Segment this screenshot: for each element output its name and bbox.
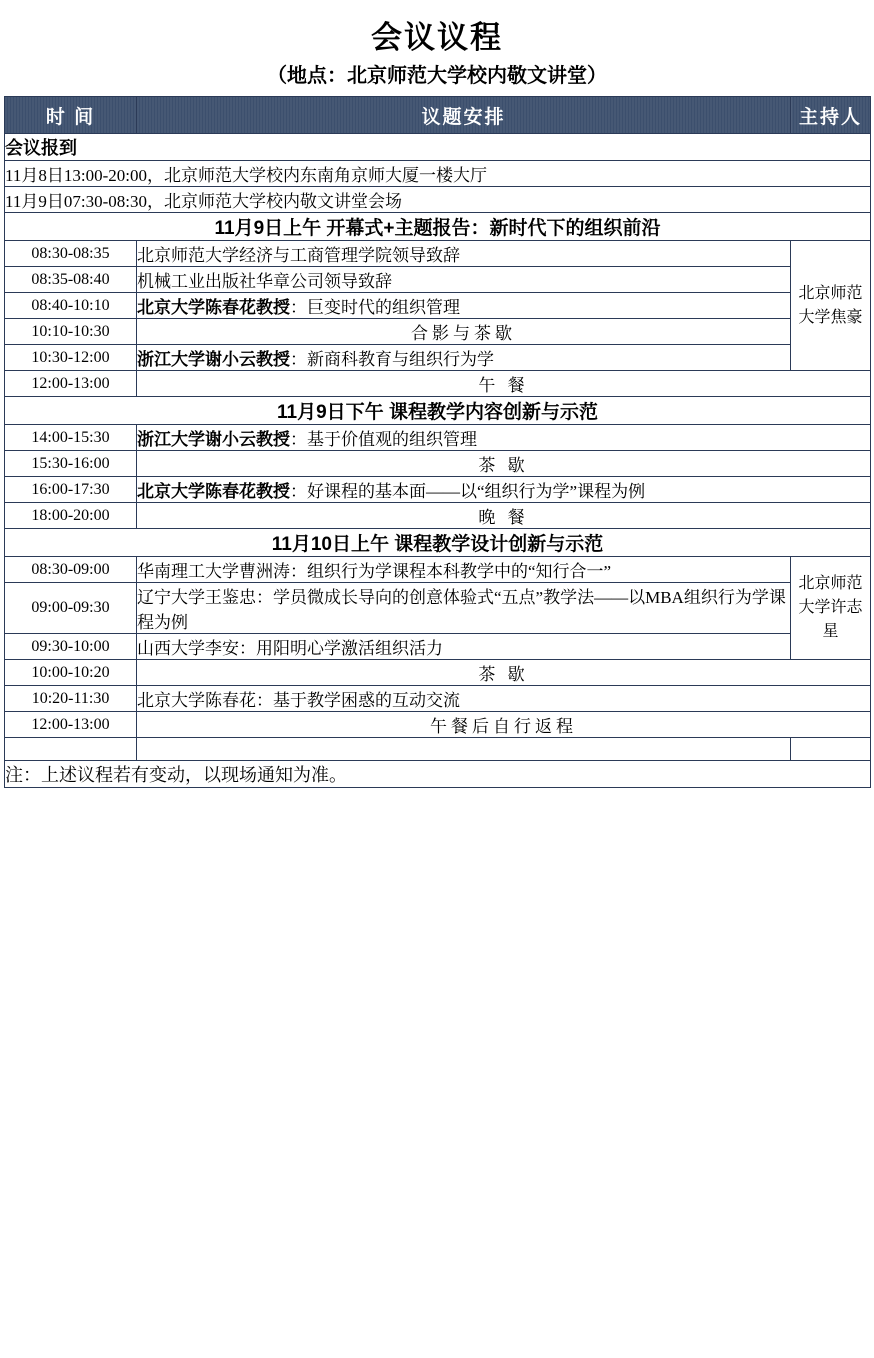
row-topic — [137, 660, 871, 686]
row-topic-text: 合影与茶歇 — [411, 324, 516, 343]
row-time: 12:00-13:00 — [5, 712, 137, 738]
spacer-cell-time — [5, 738, 137, 761]
row-time: 14:00-15:30 — [5, 425, 137, 451]
row-topic — [137, 425, 871, 451]
table-row — [5, 425, 871, 451]
row-speaker: 浙江大学谢小云教授 — [137, 430, 290, 449]
row-topic — [137, 477, 871, 503]
table-row — [5, 660, 871, 686]
row-topic — [137, 319, 791, 345]
column-header-host: 主持人 — [791, 97, 871, 134]
row-topic-text: 辽宁大学王鉴忠：学员微成长导向的创意体验式“五点”教学法——以MBA组织行为学课程为例 — [137, 588, 786, 632]
row-topic-text: 北京大学陈春花：基于教学困惑的互动交流 — [137, 691, 460, 710]
row-time: 08:40-10:10 — [5, 293, 137, 319]
row-time: 08:30-08:35 — [5, 241, 137, 267]
agenda-note: 注：上述议程若有变动，以现场通知为准。 — [5, 761, 871, 788]
row-topic — [137, 503, 871, 529]
row-speaker: 北京大学陈春花教授 — [137, 298, 290, 317]
row-time: 10:10-10:30 — [5, 319, 137, 345]
table-row — [5, 161, 871, 187]
row-time: 10:30-12:00 — [5, 345, 137, 371]
row-topic — [137, 293, 791, 319]
checkin-label: 会议报到 — [5, 134, 871, 161]
table-row — [5, 686, 871, 712]
row-time: 09:30-10:00 — [5, 634, 137, 660]
table-row — [5, 583, 871, 634]
row-topic — [137, 557, 791, 583]
row-time: 12:00-13:00 — [5, 371, 137, 397]
row-topic — [137, 345, 791, 371]
table-row-spacer — [5, 738, 871, 761]
column-header-time: 时 间 — [5, 97, 137, 134]
checkin-line-2: 11月9日07:30-08:30，北京师范大学校内敬文讲堂会场 — [5, 187, 871, 213]
table-row — [5, 267, 871, 293]
row-time: 15:30-16:00 — [5, 451, 137, 477]
row-host: 北京师范大学许志星 — [791, 557, 871, 660]
row-topic-text: 茶 歇 — [478, 456, 529, 475]
row-topic-text: 晚 餐 — [478, 508, 529, 527]
row-time: 10:20-11:30 — [5, 686, 137, 712]
table-row — [5, 634, 871, 660]
row-topic — [137, 686, 871, 712]
table-row — [5, 451, 871, 477]
spacer-cell-topic — [137, 738, 791, 761]
row-time: 08:35-08:40 — [5, 267, 137, 293]
row-time: 18:00-20:00 — [5, 503, 137, 529]
row-topic — [137, 712, 871, 738]
table-row — [5, 557, 871, 583]
section-heading-row — [5, 529, 871, 557]
row-topic-text: 茶 歇 — [478, 665, 529, 684]
row-time: 09:00-09:30 — [5, 583, 137, 634]
table-row — [5, 187, 871, 213]
checkin-line-1: 11月8日13:00-20:00，北京师范大学校内东南角京师大厦一楼大厅 — [5, 161, 871, 187]
table-row-checkin-title — [5, 134, 871, 161]
page-title: 会议议程 — [371, 20, 503, 55]
row-topic-text: ：巨变时代的组织管理 — [290, 298, 460, 317]
row-speaker: 浙江大学谢小云教授 — [137, 350, 290, 369]
row-topic-text: 华南理工大学曹洲涛：组织行为学课程本科教学中的“知行合一” — [137, 562, 612, 581]
spacer-cell-host — [791, 738, 871, 761]
row-topic — [137, 451, 871, 477]
row-topic — [137, 634, 791, 660]
page-subtitle: （地点：北京师范大学校内敬文讲堂） — [267, 65, 607, 87]
row-topic-text: 午 餐 — [478, 376, 529, 395]
row-topic — [137, 371, 871, 397]
row-speaker: 北京大学陈春花教授 — [137, 482, 290, 501]
agenda-table — [4, 96, 871, 788]
table-row — [5, 503, 871, 529]
table-row — [5, 293, 871, 319]
row-topic-text: 机械工业出版社华章公司领导致辞 — [137, 272, 392, 291]
table-row — [5, 712, 871, 738]
section-heading-row — [5, 213, 871, 241]
table-row — [5, 241, 871, 267]
row-topic-text: 午餐后自行返程 — [430, 717, 577, 736]
table-row — [5, 319, 871, 345]
row-topic-text: ：新商科教育与组织行为学 — [290, 350, 494, 369]
section-heading: 11月9日下午 课程教学内容创新与示范 — [5, 397, 871, 425]
row-time: 10:00-10:20 — [5, 660, 137, 686]
table-row — [5, 371, 871, 397]
row-topic-text: 山西大学李安：用阳明心学激活组织活力 — [137, 639, 443, 658]
table-row — [5, 345, 871, 371]
row-host: 北京师范大学焦豪 — [791, 241, 871, 371]
section-heading: 11月10日上午 课程教学设计创新与示范 — [5, 529, 871, 557]
section-heading: 11月9日上午 开幕式+主题报告：新时代下的组织前沿 — [5, 213, 871, 241]
table-row-note — [5, 761, 871, 788]
row-topic — [137, 267, 791, 293]
row-time: 08:30-09:00 — [5, 557, 137, 583]
row-time: 16:00-17:30 — [5, 477, 137, 503]
column-header-topic: 议题安排 — [137, 97, 791, 134]
row-topic-text: ：基于价值观的组织管理 — [290, 430, 477, 449]
row-topic — [137, 241, 791, 267]
table-row — [5, 477, 871, 503]
section-heading-row — [5, 397, 871, 425]
table-header-row — [5, 97, 871, 134]
row-topic-text: ：好课程的基本面——以“组织行为学”课程为例 — [290, 482, 646, 501]
row-topic — [137, 583, 791, 634]
row-topic-text: 北京师范大学经济与工商管理学院领导致辞 — [137, 246, 460, 265]
